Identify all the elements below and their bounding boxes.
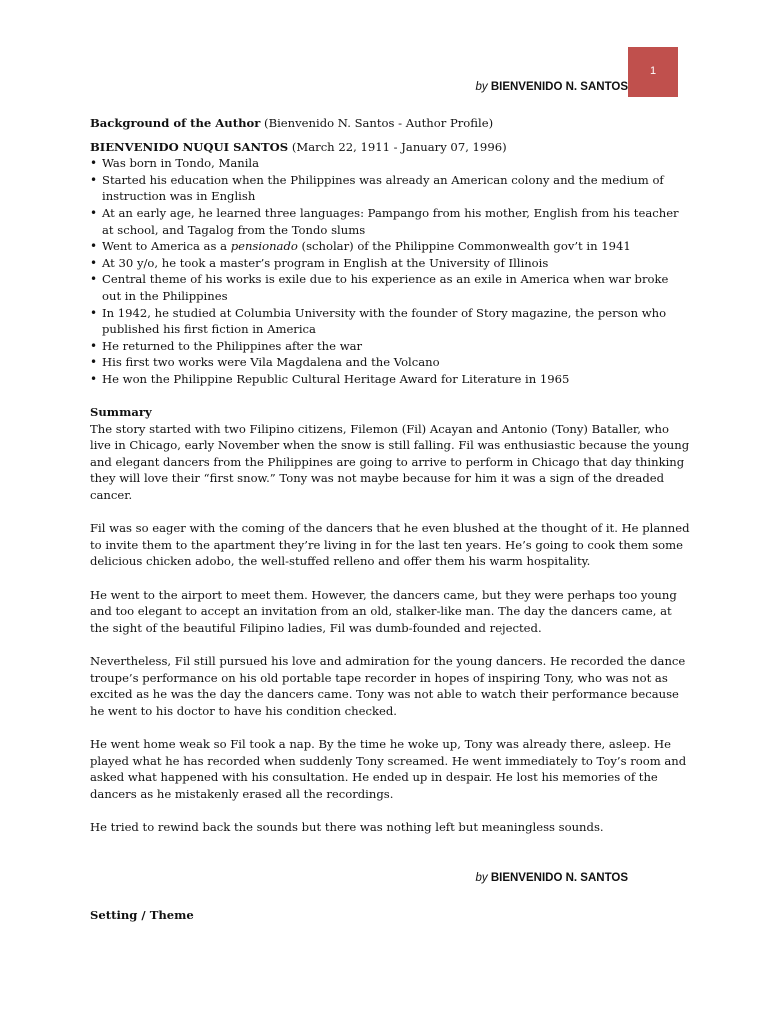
footer-author: BIENVENIDO N. SANTOS [490, 872, 628, 884]
bullet-item: • Central theme of his works is exile due to his experience as an exile in America when war broke out in the Philippines [90, 271, 690, 304]
footer-by: by [475, 872, 488, 884]
bullet-item: • Started his education when the Philippines was already an American colony and the medium of instruction was in English [90, 172, 690, 205]
bullet-item: • In 1942, he studied at Columbia University with the founder of Story magazine, the person who published his first fiction in America [90, 305, 690, 338]
header-byline [475, 81, 628, 93]
author-name: BIENVENIDO NUQUI SANTOS [90, 139, 289, 154]
summary-paragraph: He went home weak so Fil took a nap. By the time he woke up, Tony was already there, asleep. He played what he has recorded when suddenly Tony screamed. He went immediately to Toy’s room and asked what happened with his consultation. He ended up in despair. He lost his memories of the dancers as he mistakenly erased all the recordings. [90, 736, 687, 801]
background-heading-line [90, 115, 690, 132]
bullet-item [90, 238, 690, 255]
background-heading-note: (Bienvenido N. Santos - Author Profile) [264, 116, 494, 130]
bullet-item: • At an early age, he learned three languages: Pampango from his mother, English from his teacher at school, and Tagalog from the Tondo slums [90, 205, 690, 238]
author-dates: (March 22, 1911 - January 07, 1996) [291, 139, 507, 154]
bullet-item: • His first two works were Vila Magdalena and the Volcano [90, 354, 690, 371]
footer-byline [475, 872, 628, 884]
author-bullet-list [90, 155, 690, 387]
bullet-item: • He won the Philippine Republic Cultural Heritage Award for Literature in 1965 [90, 371, 690, 388]
summary-heading: Summary [90, 405, 152, 420]
background-heading: Background of the Author [90, 116, 261, 130]
bullet-emphasis: pensionado [230, 239, 298, 254]
author-name-line [90, 139, 690, 156]
bullet-text: (scholar) of the Philippine Commonwealth gov’t in 1941 [297, 239, 631, 254]
document-body [90, 115, 690, 836]
summary-paragraph: He tried to rewind back the sounds but there was nothing left but meaningless sounds. [90, 819, 604, 834]
bullet-text: Went to America as a [102, 239, 231, 254]
setting-theme-heading: Setting / Theme [90, 908, 194, 922]
bullet-item: • He returned to the Philippines after the war [90, 338, 690, 355]
summary-paragraph: He went to the airport to meet them. However, the dancers came, but they were perhaps too young and too elegant to accept an invitation from an old, stalker-like man. The day the dancers came, at the sight of the beautiful Filipino ladies, Fil was dumb-founded and rejected. [90, 587, 677, 635]
summary-paragraph: The story started with two Filipino citizens, Filemon (Fil) Acayan and Antonio (Tony) Bataller, who live in Chicago, early November when the snow is still falling. Fil was enthusiastic because the young and elegant dancers from the Philippines are going to arrive to perform in Chicago that day thinking they will love their “first snow.” Tony was not maybe because for him it was a sign of the dreaded cancer. [90, 421, 690, 503]
header-author: BIENVENIDO N. SANTOS [490, 81, 628, 93]
summary-paragraph: Fil was so eager with the coming of the dancers that he even blushed at the thought of it. He planned to invite them to the apartment they’re living in for the last ten years. He’s going to cook them some delicious chicken adobo, the well-stuffed relleno and offer them his warm hospitality. [90, 521, 690, 569]
bullet-item: • Was born in Tondo, Manila [90, 155, 690, 172]
summary-paragraph: Nevertheless, Fil still pursued his love and admiration for the young dancers. He recorded the dance troupe’s performance on his old portable tape recorder in hopes of inspiring Tony, who was not as excited as he was the day the dancers came. Tony was not able to watch their performance because he went to his doctor to have his condition checked. [90, 654, 686, 718]
bullet-item: • At 30 y/o, he took a master’s program in English at the University of Illinois [90, 255, 690, 272]
page-number-badge [628, 47, 678, 97]
page-number: 1 [649, 65, 657, 77]
header-by: by [475, 81, 488, 93]
